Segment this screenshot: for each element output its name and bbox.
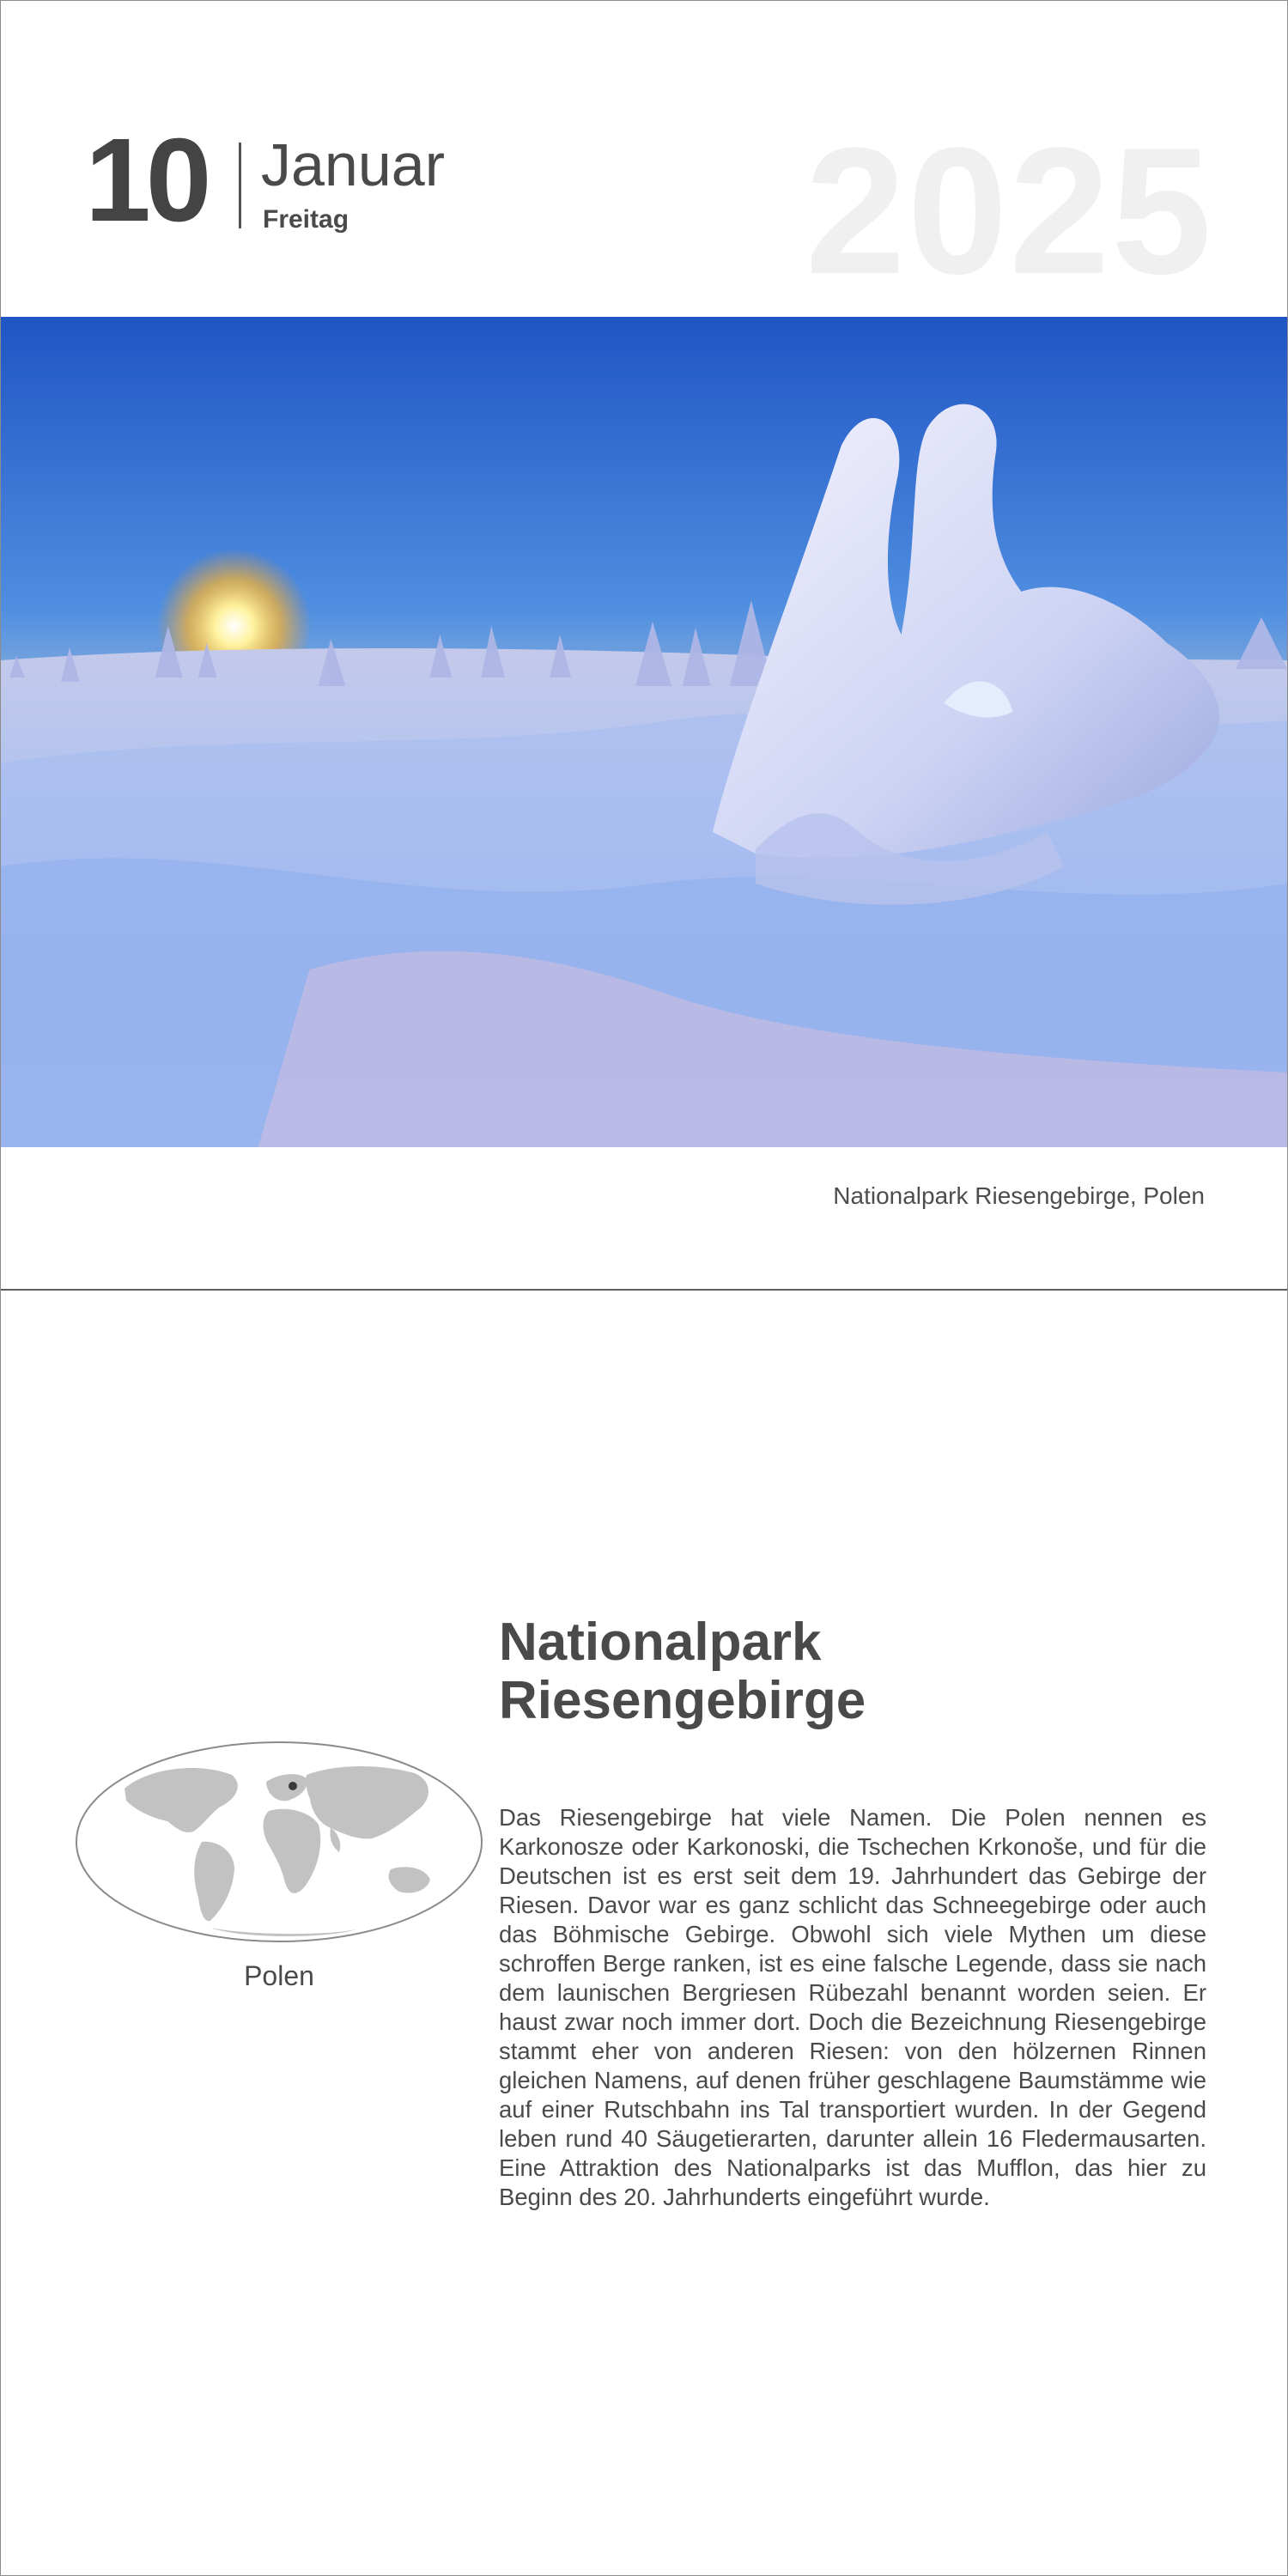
landscape-photo [1, 317, 1287, 1147]
day-number: 10 [85, 114, 207, 246]
article-body: Das Riesengebirge hat viele Namen. Die Polen nennen es Karkonosze oder Karkonoski, die Tschechen Krkonoše, und für die Deutschen ist es erst seit dem 19. Jahrhundert das Gebirge der Riesen. Davor war es ganz schlicht das Schneegebirge oder auch das Böhmische Gebirge. Obwohl sich viele Mythen um diese schroffen Berge ranken, ist es eine falsche Legende, dass sie nach dem launischen Bergriesen Rübezahl benannt worden seien. Er haust zwar noch immer dort. Doch die Bezeichnung Riesengebirge stammt eher von anderen Riesen: von den hölzernen Rinnen gleichen Namens, auf denen früher geschlagene Baumstämme wie auf einer Rutschbahn ins Tal transportiert wurden. In der Gegend leben rund 40 Säugetierarten, darunter allein 16 Fledermausarten. Eine Attraktion des Nationalparks ist das Mufflon, das hier zu Beginn des 20. Jahrhunderts eingeführt wurde. [499, 1804, 1206, 2210]
date-separator [239, 143, 241, 228]
article-title [499, 1613, 1203, 1730]
weekday-name: Freitag [263, 205, 349, 234]
article-title-line2: Riesengebirge [499, 1671, 866, 1730]
page-divider [1, 1289, 1287, 1291]
country-label: Polen [244, 1960, 314, 1991]
world-locator-map [73, 1739, 485, 1945]
year-watermark: 2025 [805, 110, 1213, 312]
snow-landscape-illustration [1, 317, 1287, 1147]
photo-caption: Nationalpark Riesengebirge, Polen [833, 1182, 1205, 1209]
month-name: Januar [261, 131, 446, 198]
location-marker [289, 1782, 297, 1790]
article-title-line1: Nationalpark [499, 1613, 822, 1672]
photo-sheet [1, 1, 1287, 1289]
world-map-icon [73, 1739, 485, 1945]
